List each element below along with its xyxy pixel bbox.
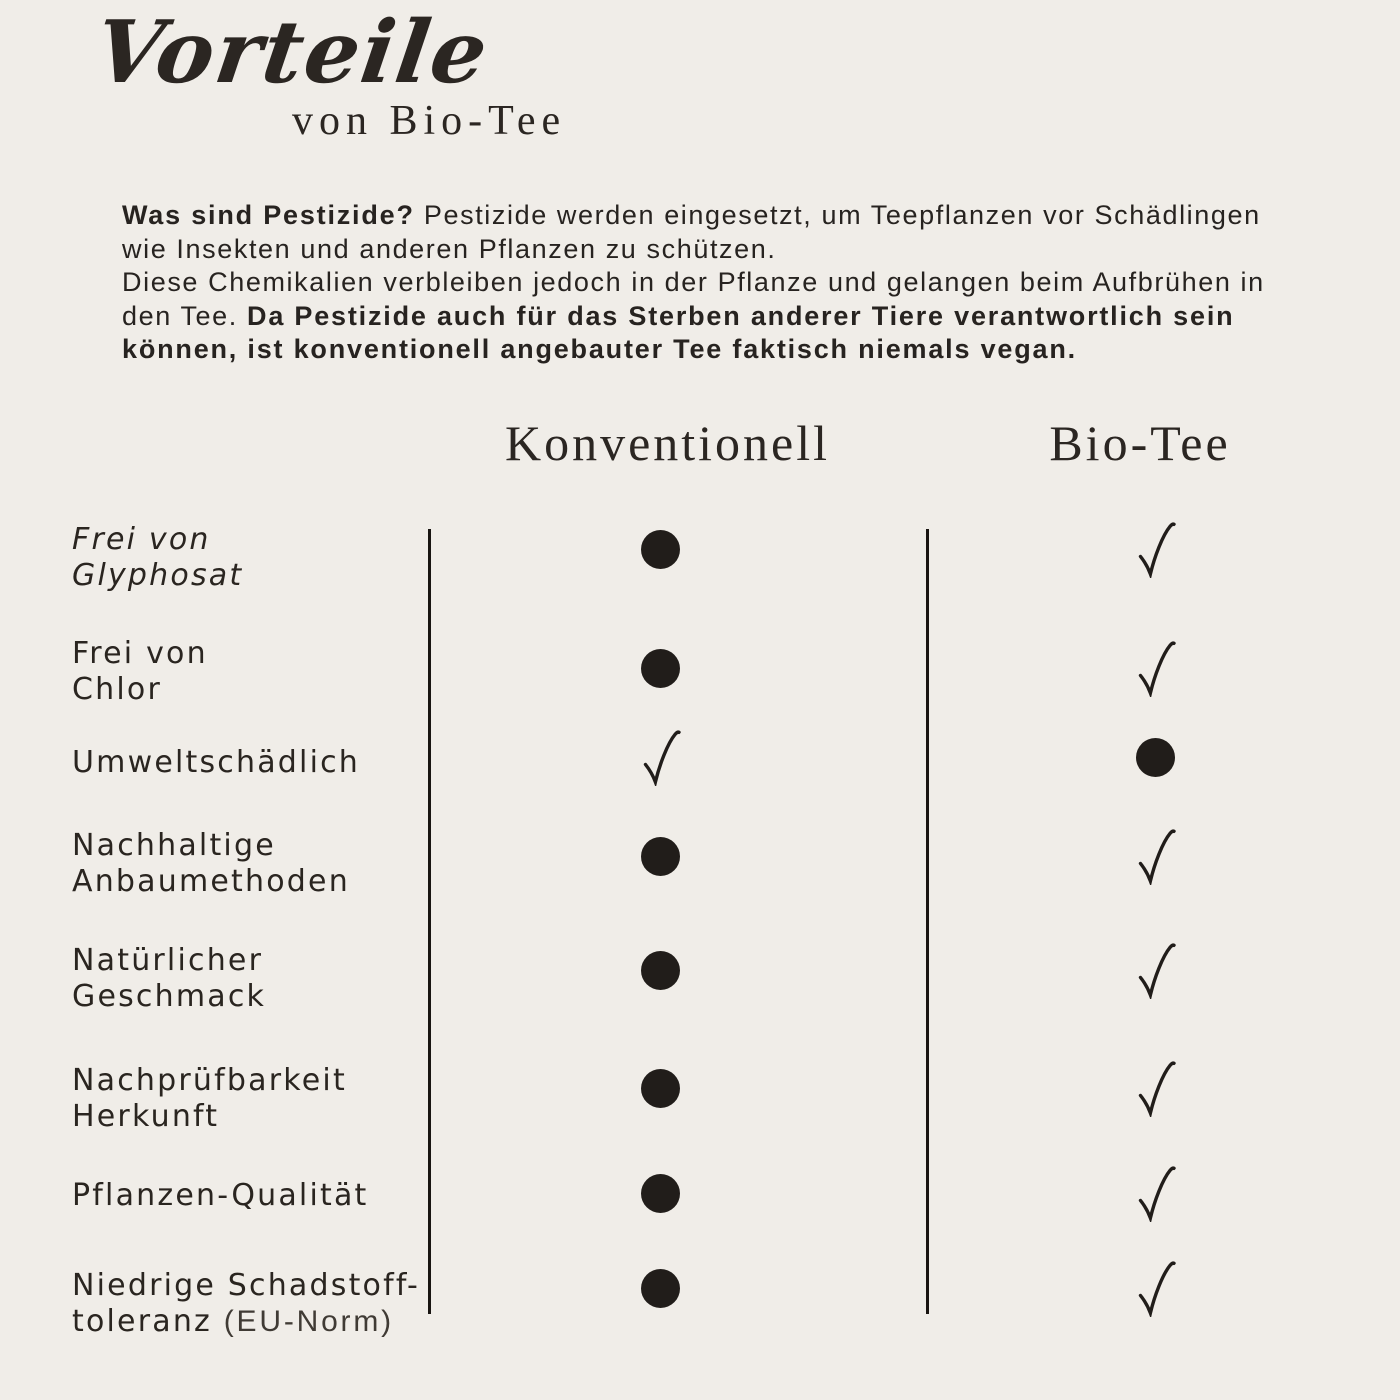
row-label-line: Nachhaltige <box>72 828 276 863</box>
intro-text-1: Pestizide werden eingesetzt, um Teepflanzen vor Schädlingen wie Insekten und anderen Pflanzen zu schützen. <box>122 200 1261 264</box>
dot-icon <box>641 1174 680 1213</box>
row-label-nachhaltige-anbaumethoden <box>72 828 432 900</box>
mark-cell-konventionell <box>632 941 688 999</box>
dot-icon <box>641 837 680 876</box>
dot-icon <box>641 951 680 990</box>
row-label-suffix: (EU-Norm) <box>223 1305 394 1338</box>
dot-icon <box>641 1069 680 1108</box>
check-icon <box>1134 1164 1176 1222</box>
intro-text-2: Diese Chemikalien verbleiben jedoch in der Pflanze und gelangen beim Aufbrühen in den Tee. <box>122 267 1265 331</box>
row-label-nachpruefbarkeit-herkunft <box>72 1063 432 1135</box>
row-label-line <box>72 1304 472 1340</box>
mark-cell-bio <box>1127 827 1183 885</box>
check-icon <box>1134 639 1176 697</box>
row-label-line: Niedrige Schadstoff- <box>72 1268 421 1303</box>
row-label-line: Umweltschädlich <box>72 745 361 780</box>
row-label-niedrige-schadstofftoleranz <box>72 1268 472 1340</box>
intro-text-bold: Da Pestizide auch für das Sterben anderer Tiere verantwortlich sein können, ist konventionell angebauter Tee faktisch niemals vegan. <box>122 300 1235 364</box>
dot-icon <box>641 649 680 688</box>
column-header-bio-tee: Bio-Tee <box>1049 415 1231 471</box>
dot-icon <box>641 530 680 569</box>
mark-cell-konventionell <box>632 520 688 578</box>
page-subtitle: von Bio-Tee <box>292 98 567 144</box>
divider-line-middle <box>926 529 929 1314</box>
row-label-line: Pflanzen-Qualität <box>72 1178 369 1213</box>
check-icon <box>1134 1059 1176 1117</box>
mark-cell-bio <box>1127 520 1183 578</box>
row-label-line: Geschmack <box>72 979 267 1014</box>
mark-cell-konventionell <box>632 1259 688 1317</box>
check-icon <box>1134 1259 1176 1317</box>
row-label-line: Nachprüfbarkeit <box>72 1063 347 1098</box>
row-label-line-part: toleranz <box>72 1304 212 1339</box>
row-label-frei-von-chlor <box>72 636 432 708</box>
mark-cell-bio <box>1127 1259 1183 1317</box>
row-label-frei-von-glyphosat <box>72 522 432 594</box>
row-label-line: Glyphosat <box>72 558 244 593</box>
page-title: Vorteile <box>88 2 496 103</box>
mark-cell-bio <box>1127 728 1183 786</box>
row-label-line: Chlor <box>72 672 162 707</box>
row-label-pflanzen-qualitaet <box>72 1178 432 1214</box>
mark-cell-konventionell <box>632 639 688 697</box>
row-label-line: Frei von <box>72 636 208 671</box>
row-label-line: Natürlicher <box>72 943 264 978</box>
check-icon <box>1134 827 1176 885</box>
mark-cell-bio <box>1127 1164 1183 1222</box>
mark-cell-bio <box>1127 941 1183 999</box>
mark-cell-konventionell <box>632 827 688 885</box>
mark-cell-bio <box>1127 639 1183 697</box>
check-icon <box>1134 520 1176 578</box>
check-icon <box>639 728 681 786</box>
row-label-line: Anbaumethoden <box>72 864 350 899</box>
check-icon <box>1134 941 1176 999</box>
mark-cell-konventionell <box>632 728 688 786</box>
column-header-konventionell: Konventionell <box>504 415 831 471</box>
intro-paragraph <box>122 199 1302 367</box>
dot-icon <box>641 1269 680 1308</box>
row-label-natuerlicher-geschmack <box>72 943 432 1015</box>
row-label-umweltschaedlich <box>72 745 432 781</box>
row-label-line: Frei von <box>72 522 211 557</box>
mark-cell-konventionell <box>632 1164 688 1222</box>
intro-heading: Was sind Pestizide? <box>122 200 415 230</box>
mark-cell-konventionell <box>632 1059 688 1117</box>
row-label-line: Herkunft <box>72 1099 220 1134</box>
dot-icon <box>1136 738 1175 777</box>
mark-cell-bio <box>1127 1059 1183 1117</box>
